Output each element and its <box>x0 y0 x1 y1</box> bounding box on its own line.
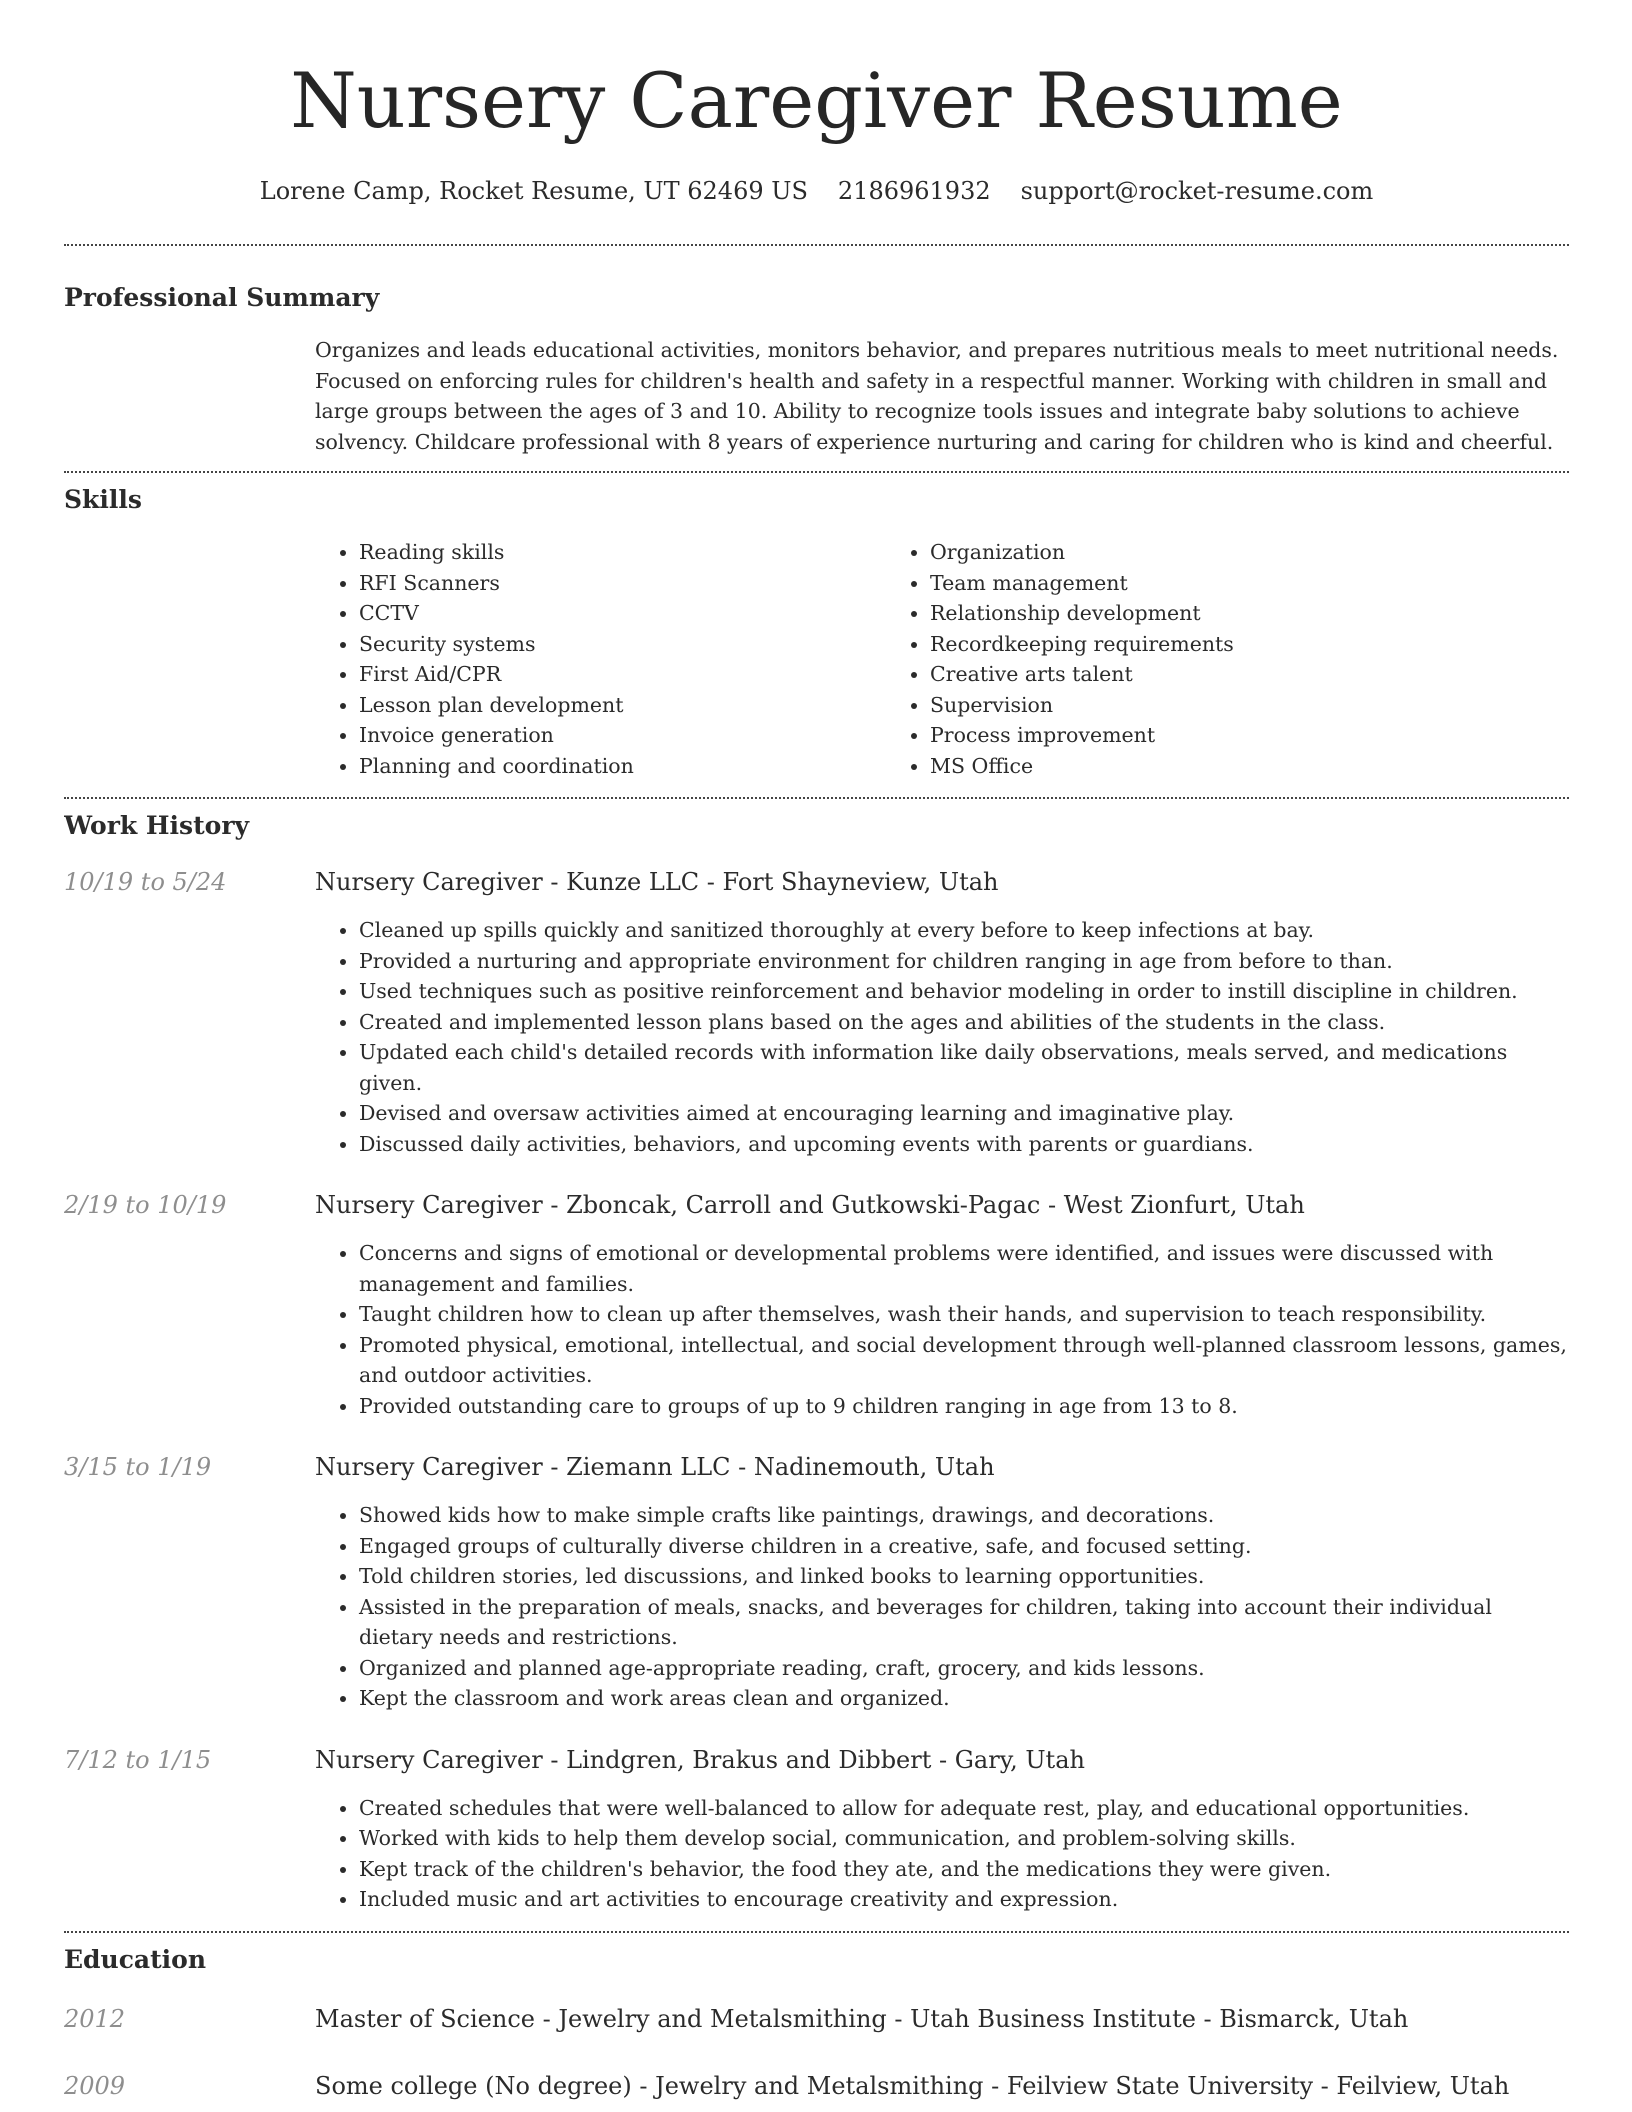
job-entry <box>64 1190 1569 1421</box>
job-bullet: • Created schedules that were well-balanced to allow for adequate rest, play, and educational opportunities. <box>359 1793 1569 1824</box>
job-title: Nursery Caregiver - Ziemann LLC - Nadinemouth, Utah <box>315 1453 995 1481</box>
job-bullets <box>315 1500 1569 1714</box>
job-bullet: • Taught children how to clean up after themselves, wash their hands, and supervision to teach responsibility. <box>359 1299 1569 1330</box>
skill-item: • CCTV <box>359 598 886 629</box>
job-title: Nursery Caregiver - Zboncak, Carroll and Gutkowski-Pagac - West Zionfurt, Utah <box>315 1191 1305 1219</box>
contact-line <box>64 176 1569 206</box>
job-bullets <box>315 915 1569 1159</box>
education-year: 2012 <box>64 2004 126 2033</box>
skill-item: • Security systems <box>359 629 886 660</box>
education-degree: Master of Science - Jewelry and Metalsmithing - Utah Business Institute - Bismarck, Utah <box>315 2004 1409 2033</box>
job-bullet: • Concerns and signs of emotional or developmental problems were identified, and issues were discussed with management and families. <box>359 1238 1569 1299</box>
skill-item: • Planning and coordination <box>359 751 886 782</box>
resume-page <box>64 0 1569 2112</box>
job-bullets <box>315 1238 1569 1421</box>
job-bullet: • Provided outstanding care to groups of up to 9 children ranging in age from 13 to 8. <box>359 1391 1569 1422</box>
job-bullet: • Assisted in the preparation of meals, snacks, and beverages for children, taking into account their individual dietary needs and restrictions. <box>359 1592 1569 1653</box>
job-entry <box>64 867 1569 1159</box>
summary-divider <box>64 471 1569 473</box>
skills-list-left <box>315 537 886 781</box>
skill-item: • Creative arts talent <box>930 659 1457 690</box>
summary-section <box>64 283 1569 457</box>
skill-item: • Team management <box>930 568 1457 599</box>
job-bullet: • Told children stories, led discussions, and linked books to learning opportunities. <box>359 1561 1569 1592</box>
job-entry <box>64 1452 1569 1714</box>
skill-item: • Organization <box>930 537 1457 568</box>
resume-title: Nursery Caregiver Resume <box>290 56 1343 145</box>
skill-item: • Lesson plan development <box>359 690 886 721</box>
skills-grid <box>315 537 1569 781</box>
job-bullet: • Kept the classroom and work areas clean and organized. <box>359 1683 1569 1714</box>
contact-phone: 2186961932 <box>837 177 991 205</box>
job-bullet: • Used techniques such as positive reinforcement and behavior modeling in order to instill discipline in children. <box>359 976 1569 1007</box>
summary-text: Organizes and leads educational activities, monitors behavior, and prepares nutritious meals to meet nutritional needs. Focused on enforcing rules for children's health and safety in a respectful manner. Working with children in small and large groups between the ages of 3 and 10. Ability to recognize tools issues and integrate baby solutions to achieve solvency. Childcare professional with 8 years of experience nurturing and caring for children who is kind and cheerful. <box>315 338 1559 454</box>
job-bullet: • Kept track of the children's behavior, the food they ate, and the medications they were given. <box>359 1854 1569 1885</box>
skill-item: • Supervision <box>930 690 1457 721</box>
skills-divider <box>64 797 1569 799</box>
skills-list-right <box>886 537 1457 781</box>
education-entry <box>64 2004 1569 2034</box>
summary-heading: Professional Summary <box>64 283 380 312</box>
skill-item: • Reading skills <box>359 537 886 568</box>
job-bullet: • Cleaned up spills quickly and sanitized thoroughly at every before to keep infections at bay. <box>359 915 1569 946</box>
work-history-section <box>64 811 1569 1915</box>
skill-item: • RFI Scanners <box>359 568 886 599</box>
skill-item: • First Aid/CPR <box>359 659 886 690</box>
header-divider <box>64 244 1569 246</box>
job-bullet: • Devised and oversaw activities aimed at encouraging learning and imaginative play. <box>359 1098 1569 1129</box>
job-entry <box>64 1745 1569 1915</box>
education-year: 2009 <box>64 2071 126 2100</box>
job-bullet: • Discussed daily activities, behaviors, and upcoming events with parents or guardians. <box>359 1129 1569 1160</box>
skills-section <box>64 485 1569 781</box>
job-bullet: • Worked with kids to help them develop social, communication, and problem-solving skills. <box>359 1823 1569 1854</box>
job-bullet: • Promoted physical, emotional, intellectual, and social development through well-planned classroom lessons, games, and outdoor activities. <box>359 1330 1569 1391</box>
job-bullet: • Provided a nurturing and appropriate environment for children ranging in age from before to than. <box>359 946 1569 977</box>
education-degree: Some college (No degree) - Jewelry and Metalsmithing - Feilview State University - Feilview, Utah <box>315 2071 1510 2100</box>
skill-item: • MS Office <box>930 751 1457 782</box>
job-bullet: • Engaged groups of culturally diverse children in a creative, safe, and focused setting. <box>359 1531 1569 1562</box>
work-history-heading: Work History <box>64 811 250 840</box>
job-title: Nursery Caregiver - Kunze LLC - Fort Shayneview, Utah <box>315 868 999 896</box>
job-bullet: • Showed kids how to make simple crafts like paintings, drawings, and decorations. <box>359 1500 1569 1531</box>
work-divider <box>64 1931 1569 1933</box>
contact-email[interactable]: support@rocket-resume.com <box>1020 177 1374 205</box>
skills-heading: Skills <box>64 485 142 514</box>
skill-item: • Relationship development <box>930 598 1457 629</box>
job-dates: 10/19 to 5/24 <box>64 868 227 896</box>
job-bullet: • Included music and art activities to encourage creativity and expression. <box>359 1884 1569 1915</box>
job-dates: 2/19 to 10/19 <box>64 1191 227 1219</box>
skill-item: • Recordkeeping requirements <box>930 629 1457 660</box>
skill-item: • Process improvement <box>930 720 1457 751</box>
job-dates: 3/15 to 1/19 <box>64 1453 212 1481</box>
job-title: Nursery Caregiver - Lindgren, Brakus and Dibbert - Gary, Utah <box>315 1745 1085 1774</box>
education-section <box>64 1945 1569 2101</box>
skill-item: • Invoice generation <box>359 720 886 751</box>
job-bullets <box>315 1793 1569 1915</box>
job-bullet: • Updated each child's detailed records with information like daily observations, meals served, and medications given. <box>359 1037 1569 1098</box>
contact-address: Lorene Camp, Rocket Resume, UT 62469 US <box>259 177 808 205</box>
job-dates: 7/12 to 1/15 <box>64 1745 212 1774</box>
education-heading: Education <box>64 1944 207 1974</box>
education-entry <box>64 2071 1569 2101</box>
job-bullet: • Created and implemented lesson plans based on the ages and abilities of the students in the class. <box>359 1007 1569 1038</box>
job-bullet: • Organized and planned age-appropriate reading, craft, grocery, and kids lessons. <box>359 1653 1569 1684</box>
